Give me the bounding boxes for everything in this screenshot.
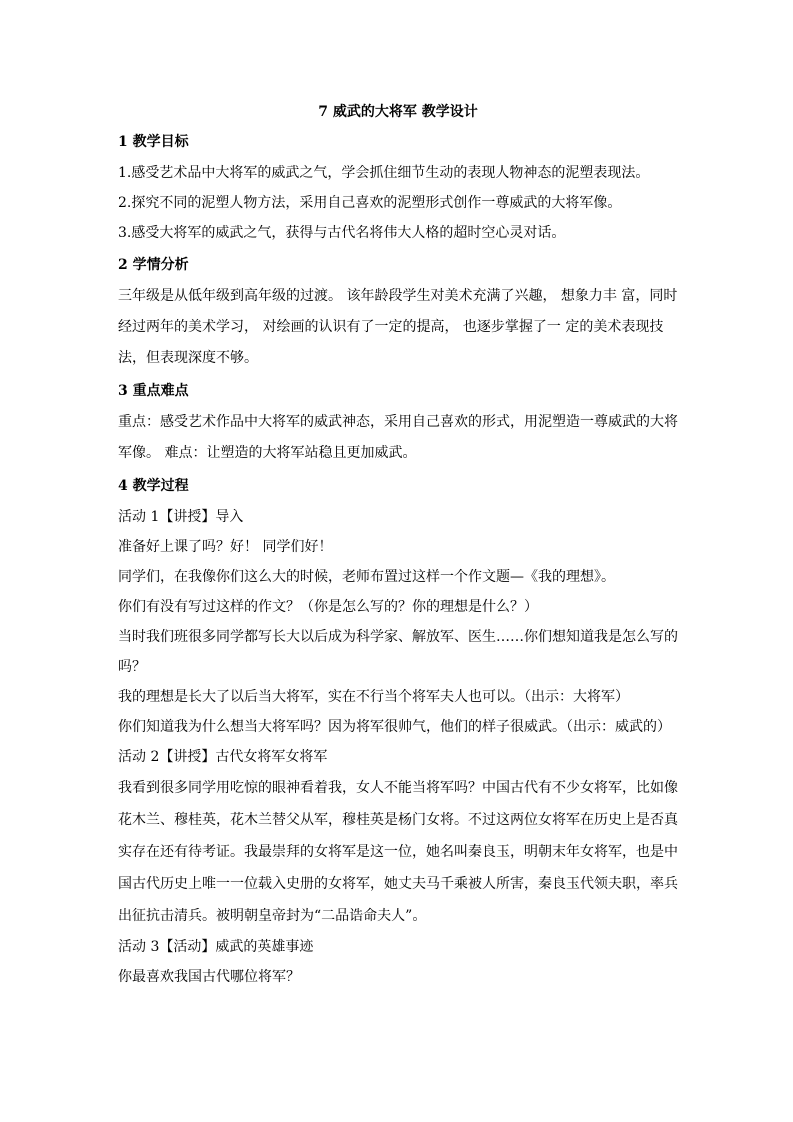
document-title: 7 威武的大将军 教学设计 [318,104,478,120]
section-heading-process: 4 教学过程 [118,478,189,494]
activity-1-line: 同学们，在我像你们这么大的时候，老师布置过这样一个作文题—《我的理想》。 [118,569,615,585]
activity-1-title: 活动 1【讲授】导入 [118,509,244,525]
activity-2-title: 活动 2【讲授】古代女将军女将军 [118,749,328,765]
section-heading-goals: 1 教学目标 [118,134,189,150]
activity-3-title: 活动 3【活动】威武的英雄事迹 [118,939,314,955]
goal-item: 3.感受大将军的威武之气，获得与古代名将伟大人格的超时空心灵对话。 [118,225,566,241]
activity-1-line: 当时我们班很多同学都写长大以后成为科学家、解放军、医生……你们想知道我是怎么写的吗？ [118,629,678,675]
activity-1-line: 你们知道我为什么想当大将军吗？因为将军很帅气，他们的样子很威武。（出示：威武的） [118,719,671,735]
key-points-paragraph: 重点：感受艺术作品中大将军的威武神态，采用自己喜欢的形式，用泥塑造一尊威武的大将军像。 难点：让塑造的大将军站稳且更加威武。 [118,414,678,461]
section-heading-key-points: 3 重点难点 [118,383,189,399]
document-body [118,100,678,992]
goal-item: 1.感受艺术品中大将军的威武之气，学会抓住细节生动的表现人物神态的泥塑表现法。 [118,165,650,181]
activity-1-line: 你们有没有写过这样的作文？（你是怎么写的？你的理想是什么？） [118,599,538,615]
analysis-paragraph: 三年级是从低年级到高年级的过渡。 该年龄段学生对美术充满了兴趣， 想象力丰 富，同时经过两年的美术学习， 对绘画的认识有了一定的提高， 也逐步掌握了一 定的美术表现技法，但表现深度不够。 [118,288,678,366]
activity-3-line: 你最喜欢我国古代哪位将军？ [118,969,300,985]
activity-1-line: 准备好上课了吗？好！ 同学们好！ [118,539,333,555]
goal-item: 2.探究不同的泥塑人物方法，采用自己喜欢的泥塑形式创作一尊威武的大将军像。 [118,195,622,211]
section-heading-analysis: 2 学情分析 [118,257,189,273]
activity-1-line: 我的理想是长大了以后当大将军，实在不行当个将军夫人也可以。（出示：大将军） [118,689,629,705]
activity-2-paragraph: 我看到很多同学用吃惊的眼神看着我，女人不能当将军吗？中国古代有不少女将军，比如像花木兰、穆桂英，花木兰替父从军，穆桂英是杨门女将。不过这两位女将军在历史上是否真实存在还有待考证。我最崇拜的女将军是这一位，她名叫秦良玉，明朝末年女将军，也是中国古代历史上唯一一位载入史册的女将军，她丈夫马千乘被人所害，秦良玉代领夫职，率兵出征抗击清兵。被明朝皇帝封为“二品诰命夫人”。 [118,780,678,924]
